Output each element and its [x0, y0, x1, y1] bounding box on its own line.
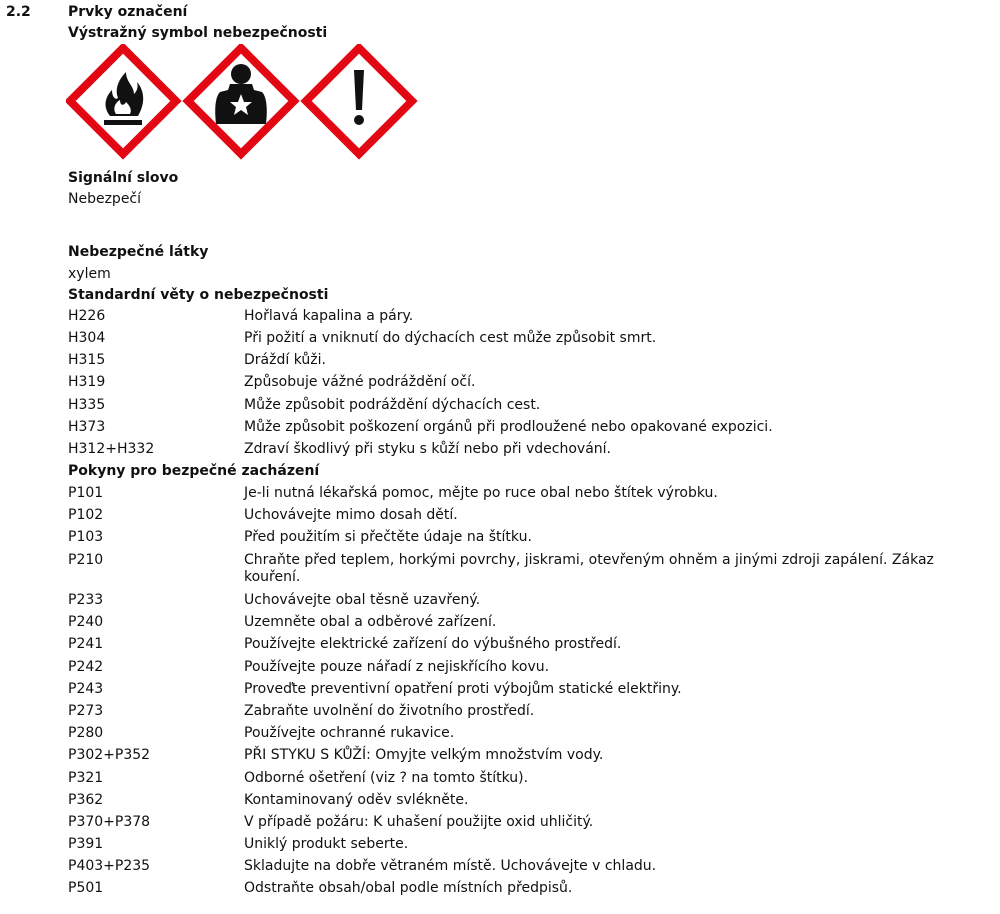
statement-text: Uchovávejte mimo dosah dětí. [244, 507, 458, 523]
flame-icon [70, 48, 176, 154]
statement-text: Může způsobit podráždění dýchacích cest. [244, 397, 541, 413]
statement-text: PŘI STYKU S KŮŽÍ: Omyjte velkým množstvím vody. [244, 747, 604, 763]
statement-text: Odborné ošetření (viz ? na tomto štítku). [244, 770, 529, 786]
statement-text: Kontaminovaný oděv svlékněte. [244, 792, 469, 808]
statement-text: Zabraňte uvolnění do životního prostředí. [244, 703, 535, 719]
statement-text: Uzemněte obal a odběrové zařízení. [244, 614, 497, 630]
statement-text: Hořlavá kapalina a páry. [244, 308, 414, 324]
statement-code: H373 [68, 419, 106, 435]
statement-text: Používejte pouze nářadí z nejiskřícího kovu. [244, 659, 550, 675]
statement-text: Před použitím si přečtěte údaje na štítku. [244, 529, 532, 545]
statement-code: P321 [68, 770, 104, 786]
statement-code: P240 [68, 614, 104, 630]
statement-code: H319 [68, 374, 106, 390]
statement-code: P273 [68, 703, 104, 719]
statement-code: H226 [68, 308, 106, 324]
statement-text: Je-li nutná lékařská pomoc, mějte po ruce obal nebo štítek výrobku. [244, 485, 718, 501]
statement-text: Způsobuje vážné podráždění očí. [244, 374, 476, 390]
exclamation-icon [306, 48, 412, 154]
statement-text: Skladujte na dobře větraném místě. Uchovávejte v chladu. [244, 858, 657, 874]
statement-code: P210 [68, 552, 104, 568]
signal-word: Nebezpečí [68, 191, 142, 207]
statement-text: Používejte elektrické zařízení do výbušného prostředí. [244, 636, 622, 652]
statement-code: P370+P378 [68, 814, 151, 830]
statement-text: Uniklý produkt seberte. [244, 836, 409, 852]
statement-code: P362 [68, 792, 104, 808]
pictogram-heading: Výstražný symbol nebezpečnosti [68, 25, 328, 41]
statement-text: Při požití a vniknutí do dýchacích cest může způsobit smrt. [244, 330, 657, 346]
signal-word-heading: Signální slovo [68, 170, 179, 186]
ghs-pictograms [66, 44, 426, 162]
statement-text: Chraňte před teplem, horkými povrchy, jiskrami, otevřeným ohněm a jinými zdroji zapálení. Zákaz kouření. [244, 552, 934, 585]
statement-text: Zdraví škodlivý při styku s kůží nebo při vdechování. [244, 441, 611, 457]
statement-code: P280 [68, 725, 104, 741]
statement-code: P102 [68, 507, 104, 523]
statement-code: H312+H332 [68, 441, 155, 457]
statement-code: P403+P235 [68, 858, 151, 874]
statement-text: Může způsobit poškození orgánů při prodloužené nebo opakované expozici. [244, 419, 773, 435]
statement-code: H335 [68, 397, 106, 413]
statement-code: P391 [68, 836, 104, 852]
statement-code: H315 [68, 352, 106, 368]
statement-text: Uchovávejte obal těsně uzavřený. [244, 592, 481, 608]
health-hazard-icon [188, 48, 294, 154]
statement-text: Používejte ochranné rukavice. [244, 725, 455, 741]
hazard-statements-heading: Standardní věty o nebezpečnosti [68, 287, 329, 303]
statement-text: V případě požáru: K uhašení použijte oxid uhličitý. [244, 814, 594, 830]
statement-code: P302+P352 [68, 747, 151, 763]
statement-code: P243 [68, 681, 104, 697]
section-number: 2.2 [6, 4, 31, 20]
hazardous-substance: xylem [68, 266, 111, 282]
statement-code: P101 [68, 485, 104, 501]
hazardous-substances-heading: Nebezpečné látky [68, 244, 209, 260]
section-title: Prvky označení [68, 4, 188, 20]
statement-code: P233 [68, 592, 104, 608]
statement-code: H304 [68, 330, 106, 346]
precautionary-statements-heading: Pokyny pro bezpečné zacházení [68, 463, 320, 479]
statement-code: P501 [68, 880, 104, 896]
statement-code: P242 [68, 659, 104, 675]
statement-text: Proveďte preventivní opatření proti výbojům statické elektřiny. [244, 681, 682, 697]
statement-text: Dráždí kůži. [244, 352, 326, 368]
ghs-pictogram-row [66, 44, 426, 162]
statement-code: P241 [68, 636, 104, 652]
statement-text: Odstraňte obsah/obal podle místních předpisů. [244, 880, 573, 896]
statement-code: P103 [68, 529, 104, 545]
